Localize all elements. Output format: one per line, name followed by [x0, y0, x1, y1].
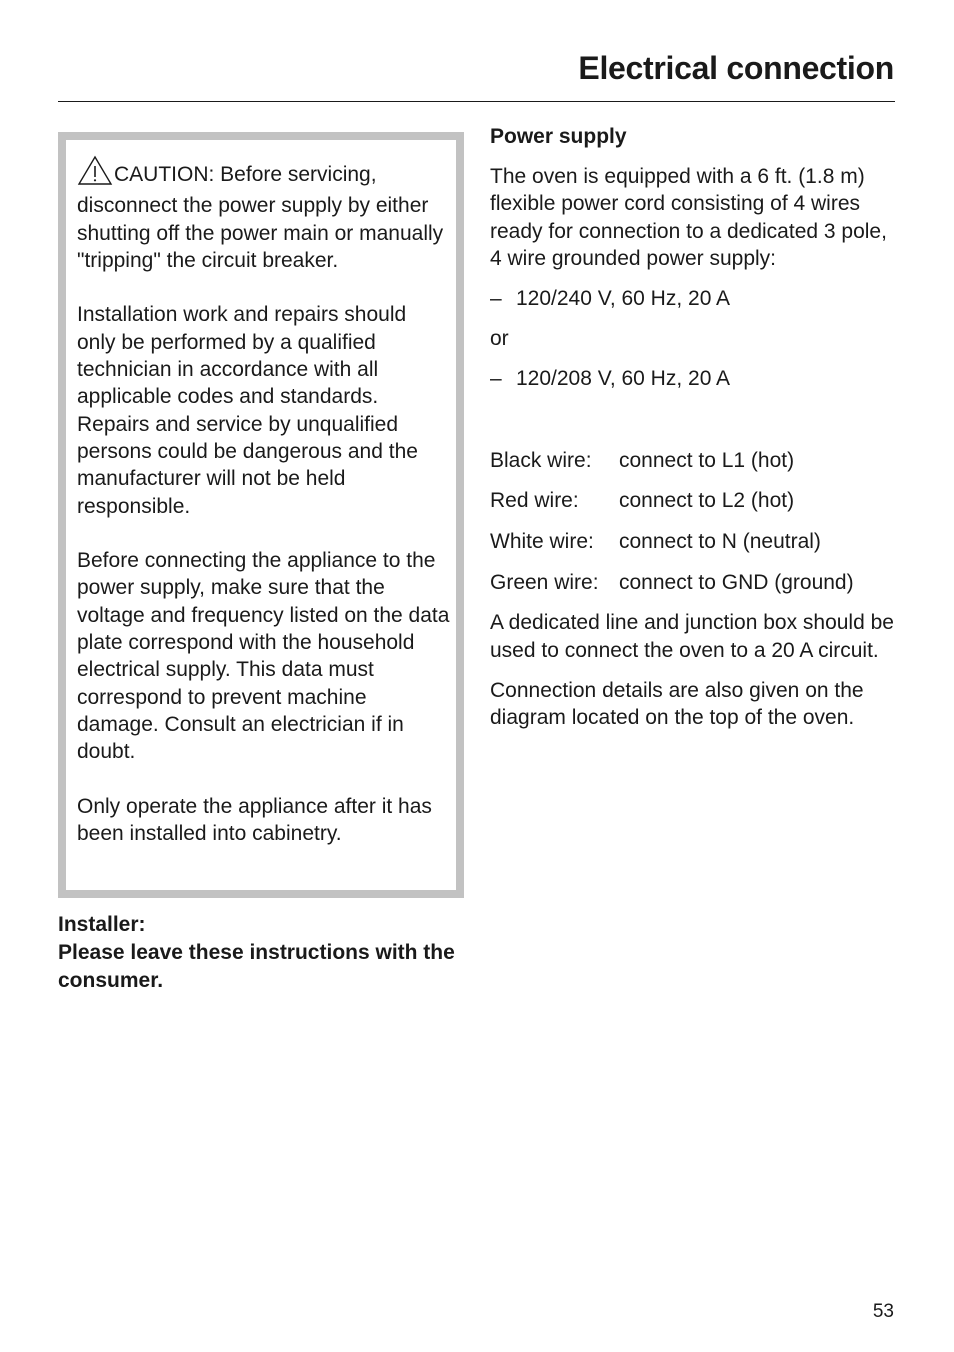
junction-box-note: A dedicated line and junction box should be used to connect the oven to a 20 A circuit.	[490, 611, 894, 662]
voltage-option	[490, 365, 895, 392]
wire-connection: connect to N (neutral)	[619, 530, 821, 554]
wire-label: White wire:	[490, 530, 594, 554]
caution-paragraph: Only operate the appliance after it has been installed into cabinetry.	[77, 794, 432, 846]
caution-box	[58, 132, 464, 898]
title-divider	[58, 101, 895, 102]
wire-table	[490, 447, 895, 596]
caution-paragraph	[77, 155, 450, 274]
wire-row	[490, 528, 895, 555]
or-text: or	[490, 327, 509, 351]
page-number: 53	[872, 1301, 894, 1322]
page-title: Electrical connection	[578, 50, 894, 86]
wire-row	[490, 569, 895, 596]
power-supply-section	[490, 123, 895, 744]
wire-label: Green wire:	[490, 570, 599, 594]
wire-connection: connect to GND (ground)	[619, 570, 854, 594]
power-supply-intro: The oven is equipped with a 6 ft. (1.8 m) flexible power cord consisting of 4 wires ready for connection to a dedicated 3 pole, 4 wire grounded power supply:	[490, 165, 887, 270]
caution-text: CAUTION: Before servicing, disconnect the power supply by either shutting off the power main or manually "tripping" the circuit breaker.	[77, 163, 444, 272]
installer-note	[58, 911, 478, 995]
installer-instruction: Please leave these instructions with the consumer.	[58, 941, 455, 992]
voltage-option	[490, 285, 895, 312]
voltage-option-text: 120/208 V, 60 Hz, 20 A	[516, 367, 731, 391]
dash-bullet: –	[490, 287, 502, 311]
wire-connection: connect to L1 (hot)	[619, 448, 795, 472]
wire-connection: connect to L2 (hot)	[619, 489, 795, 513]
caution-paragraph: Before connecting the appliance to the power supply, make sure that the voltage and frequency listed on the data plate correspond with the household electrical supply. This data must correspond to prevent machine damage. Consult an electrician if in doubt.	[77, 549, 450, 764]
installer-label: Installer:	[58, 913, 146, 936]
section-heading: Power supply	[490, 125, 627, 148]
wire-label: Red wire:	[490, 489, 579, 513]
warning-triangle-icon	[77, 155, 113, 192]
diagram-note: Connection details are also given on the diagram located on the top of the oven.	[490, 678, 864, 730]
caution-paragraph: Installation work and repairs should only be performed by a qualified technician in accordance with all applicable codes and standards. Repairs and service by unqualified persons could be dangerous and the manufacturer will not be held responsible.	[77, 303, 418, 518]
voltage-option-text: 120/240 V, 60 Hz, 20 A	[516, 287, 731, 311]
wire-label: Black wire:	[490, 448, 592, 472]
wire-row	[490, 447, 895, 474]
wire-row	[490, 487, 895, 514]
dash-bullet: –	[490, 367, 502, 391]
